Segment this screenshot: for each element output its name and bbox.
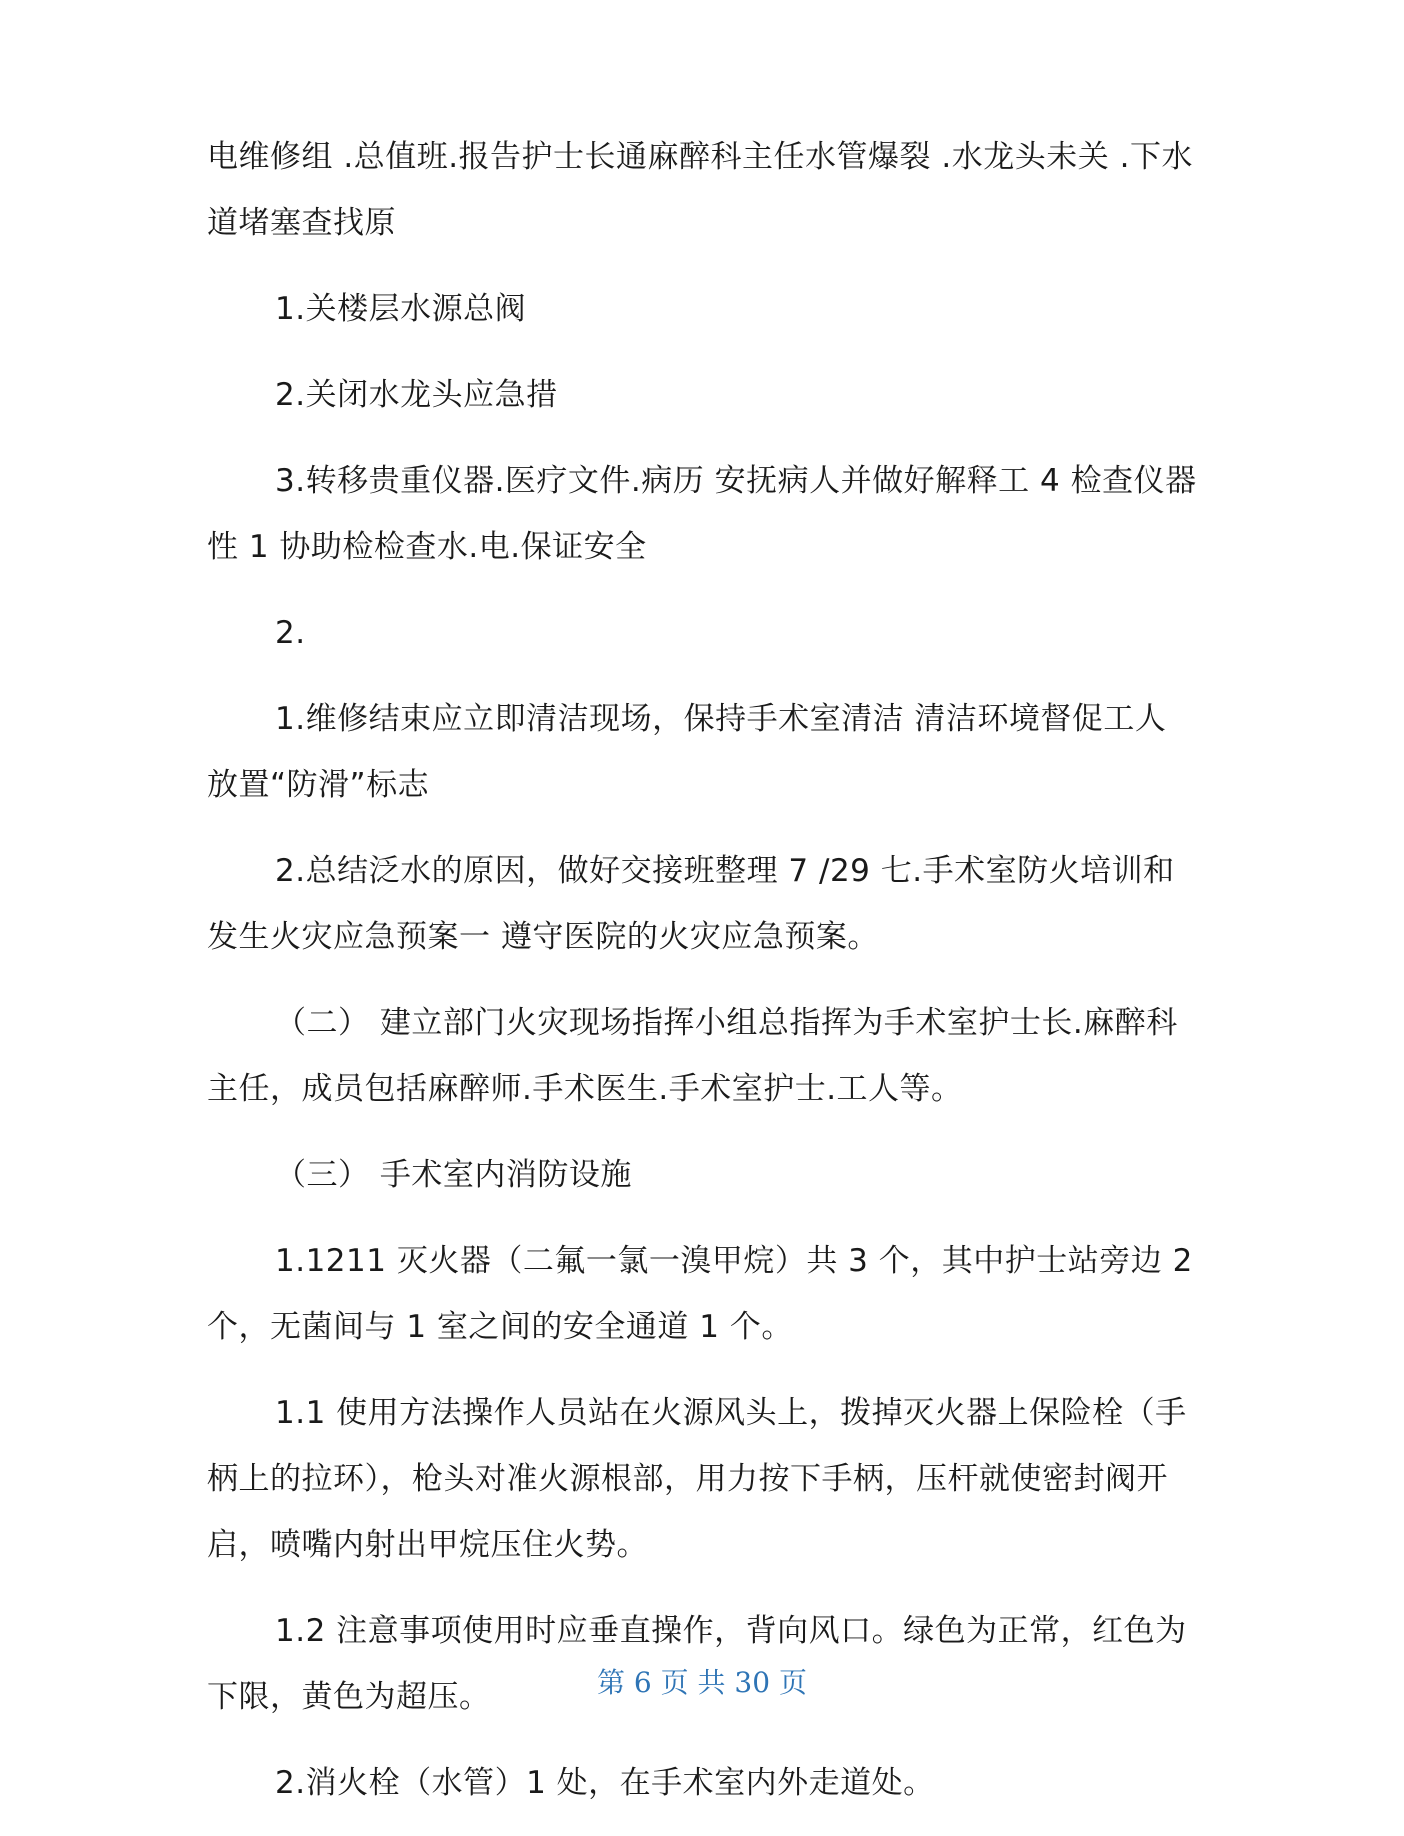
page-number-footer: 第 6 页 共 30 页 xyxy=(597,1666,807,1699)
paragraph-hydrant: 2.消火栓（水管）1 处，在手术室内外走道处。 xyxy=(275,1765,935,1801)
paragraph-close-main-valve: 1.关楼层水源总阀 xyxy=(275,291,527,327)
paragraph-move-equipment: 3.转移贵重仪器.医疗文件.病历 安抚病人并做好解释工 4 检查仪器性 1 协助检检查水.电.保证安全 xyxy=(207,463,1197,565)
paragraph-summary-fire-plan: 2.总结泛水的原因，做好交接班整理 7 /29 七.手术室防火培训和发生火灾应急预案一 遵守医院的火灾应急预案。 xyxy=(207,853,1175,955)
paragraph-water-report: 电维修组 .总值班.报告护士长通麻醉科主任水管爆裂 .水龙头未关 .下水道堵塞查找原 xyxy=(207,139,1193,241)
paragraph-section-two: 2. xyxy=(275,615,306,651)
document-body xyxy=(207,124,1197,1836)
paragraph-clean-site: 1.维修结束应立即清洁现场，保持手术室清洁 清洁环境督促工人放置“防滑”标志 xyxy=(207,701,1167,803)
paragraph-fire-facilities-heading: （三） 手术室内消防设施 xyxy=(275,1157,632,1193)
paragraph-extinguisher-count: 1.1211 灭火器（二氟一氯一溴甲烷）共 3 个，其中护士站旁边 2 个，无菌间与 1 室之间的安全通道 1 个。 xyxy=(207,1243,1193,1345)
paragraph-extinguisher-usage: 1.1 使用方法操作人员站在火源风头上，拨掉灭火器上保险栓（手柄上的拉环），枪头对准火源根部，用力按下手柄，压杆就使密封阀开启，喷嘴内射出甲烷压住火势。 xyxy=(207,1395,1187,1563)
paragraph-close-faucet: 2.关闭水龙头应急措 xyxy=(275,377,558,413)
paragraph-command-group: （二） 建立部门火灾现场指挥小组总指挥为手术室护士长.麻醉科主任，成员包括麻醉师.手术医生.手术室护士.工人等。 xyxy=(207,1005,1178,1107)
paragraph-extinguisher-notes: 1.2 注意事项使用时应垂直操作，背向风口。绿色为正常，红色为下限，黄色为超压。 xyxy=(207,1613,1187,1715)
